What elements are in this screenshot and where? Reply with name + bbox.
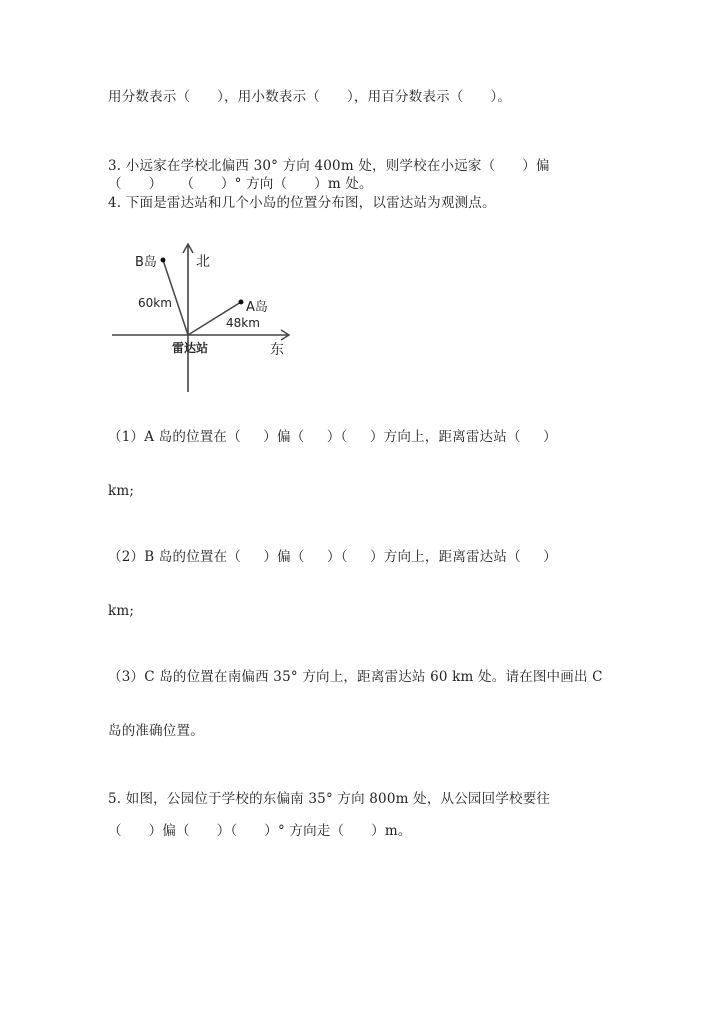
- island-a-label: A岛: [246, 300, 268, 315]
- question-3-line-2: （ ） （ ）° 方向（ ）m 处。: [108, 176, 373, 192]
- east-label: 东: [270, 342, 284, 358]
- distance-a-label: 48km: [226, 316, 260, 330]
- question-3-line-1: 3. 小远家在学校北偏西 30° 方向 400m 处，则学校在小远家（ ）偏: [108, 158, 550, 174]
- question-4-part-2-line-1: （2）B 岛的位置在（ ）偏（ ）（ ）方向上，距离雷达站（ ）: [108, 549, 557, 565]
- question-4-part-3-line-2: 岛的准确位置。: [108, 723, 204, 739]
- question-4-title: 4. 下面是雷达站和几个小岛的位置分布图，以雷达站为观测点。: [108, 195, 496, 211]
- question-4-part-1-line-2: km;: [108, 483, 135, 499]
- distance-b-label: 60km: [138, 296, 172, 310]
- island-b-point: [161, 258, 166, 263]
- north-label: 北: [196, 254, 210, 270]
- question-4-part-3-line-1: （3）C 岛的位置在南偏西 35° 方向上，距离雷达站 60 km 处。请在图中画出 C: [108, 669, 603, 685]
- question-2-continuation: 用分数表示（ ），用小数表示（ ），用百分数表示（ ）。: [108, 89, 512, 105]
- question-4-part-2-line-2: km;: [108, 603, 135, 619]
- island-b-label: B岛: [135, 255, 157, 270]
- island-a-point: [239, 300, 244, 305]
- question-5-line-2: （ ）偏（ ）（ ）° 方向走（ ）m。: [108, 823, 412, 839]
- question-5-line-1: 5. 如图，公园位于学校的东偏南 35° 方向 800m 处，从公园回学校要往: [108, 791, 551, 807]
- question-4-part-1-line-1: （1）A 岛的位置在（ ）偏（ ）（ ）方向上，距离雷达站（ ）: [108, 429, 557, 445]
- radar-station-label: 雷达站: [172, 341, 209, 355]
- radar-island-diagram: [100, 235, 310, 400]
